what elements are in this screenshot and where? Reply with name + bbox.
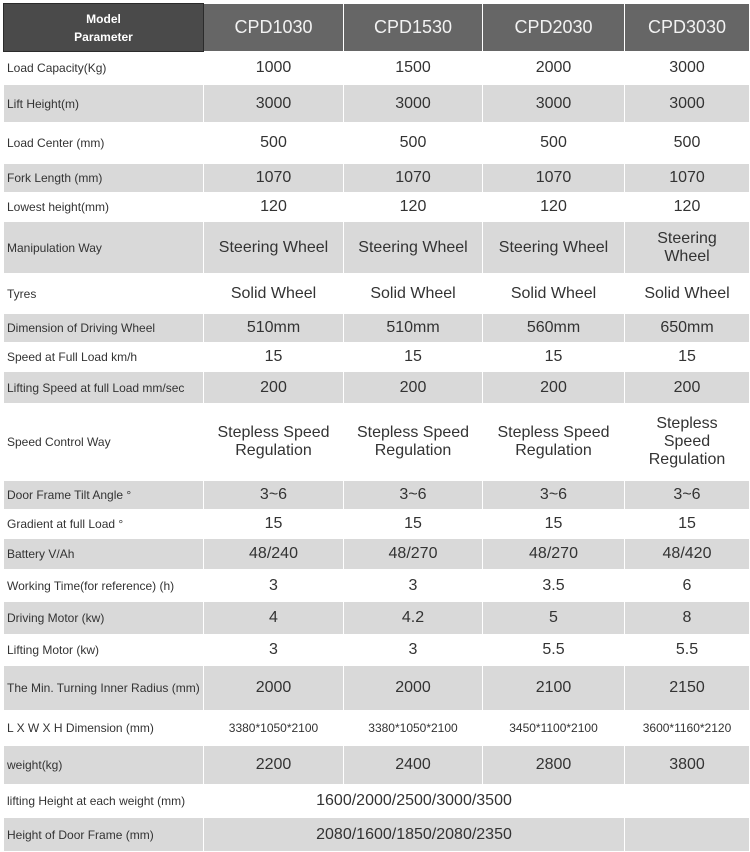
table-row xyxy=(4,510,750,539)
table-cell: 15 xyxy=(483,343,625,372)
table-cell: 200 xyxy=(204,372,344,404)
table-cell: 200 xyxy=(483,372,625,404)
table-cell: 48/270 xyxy=(483,539,625,570)
table-cell: 3380*1050*2100 xyxy=(344,711,483,746)
table-cell: 3800 xyxy=(625,746,750,785)
row-label: The Min. Turning Inner Radius (mm) xyxy=(4,666,204,711)
table-cell: 15 xyxy=(625,510,750,539)
table-cell: 3380*1050*2100 xyxy=(204,711,344,746)
table-cell: Stepless Speed Regulation xyxy=(204,404,344,481)
table-row xyxy=(4,539,750,570)
table-cell: Steering Wheel xyxy=(204,222,344,274)
table-cell: 5.5 xyxy=(625,635,750,666)
table-cell: 200 xyxy=(344,372,483,404)
table-cell: 15 xyxy=(344,343,483,372)
table-cell: 120 xyxy=(344,193,483,222)
header-parameter-label: Parameter xyxy=(74,29,133,44)
header-corner xyxy=(4,4,204,52)
table-cell: 3000 xyxy=(344,85,483,123)
table-cell: 1070 xyxy=(483,164,625,193)
table-cell: 2800 xyxy=(483,746,625,785)
table-row xyxy=(4,481,750,510)
table-cell: 15 xyxy=(204,510,344,539)
table-cell: 2400 xyxy=(344,746,483,785)
table-cell: 5.5 xyxy=(483,635,625,666)
table-cell: 3000 xyxy=(204,85,344,123)
row-label: Speed Control Way xyxy=(4,404,204,481)
table-cell: 3 xyxy=(344,635,483,666)
table-cell: 120 xyxy=(483,193,625,222)
row-label: Load Capacity(Kg) xyxy=(4,52,204,85)
table-cell: 3~6 xyxy=(204,481,344,510)
table-row xyxy=(4,343,750,372)
table-cell: 3~6 xyxy=(344,481,483,510)
table-row xyxy=(4,85,750,123)
table-cell: 3450*1100*2100 xyxy=(483,711,625,746)
row-label: Gradient at full Load ° xyxy=(4,510,204,539)
table-cell: 510mm xyxy=(344,314,483,343)
row-label: L X W X H Dimension (mm) xyxy=(4,711,204,746)
header-model-label: Model xyxy=(86,11,121,26)
table-cell: 8 xyxy=(625,602,750,635)
model-header-cpd3030: CPD3030 xyxy=(625,4,750,52)
row-label: Working Time(for reference) (h) xyxy=(4,570,204,602)
row-label: Lifting Motor (kw) xyxy=(4,635,204,666)
table-cell: Stepless Speed Regulation xyxy=(625,404,750,481)
table-row xyxy=(4,602,750,635)
table-cell: 2000 xyxy=(204,666,344,711)
table-row xyxy=(4,193,750,222)
spec-table xyxy=(3,3,750,852)
row-label: Speed at Full Load km/h xyxy=(4,343,204,372)
row-label: Lift Height(m) xyxy=(4,85,204,123)
table-cell: Steering Wheel xyxy=(625,222,750,274)
table-cell: 3.5 xyxy=(483,570,625,602)
table-row xyxy=(4,711,750,746)
table-cell: 120 xyxy=(204,193,344,222)
row-label: Driving Motor (kw) xyxy=(4,602,204,635)
table-cell: 500 xyxy=(483,123,625,164)
table-row xyxy=(4,314,750,343)
row-label: lifting Height at each weight (mm) xyxy=(4,785,204,818)
table-cell: 5 xyxy=(483,602,625,635)
row-label: Lowest height(mm) xyxy=(4,193,204,222)
table-cell: 4 xyxy=(204,602,344,635)
table-cell: 3000 xyxy=(625,52,750,85)
table-cell: 15 xyxy=(204,343,344,372)
table-cell: 15 xyxy=(625,343,750,372)
row-label: weight(kg) xyxy=(4,746,204,785)
merged-cell: 1600/2000/2500/3000/3500 xyxy=(204,785,625,818)
table-cell: 560mm xyxy=(483,314,625,343)
table-cell: 3~6 xyxy=(483,481,625,510)
table-cell: 1500 xyxy=(344,52,483,85)
table-row xyxy=(4,164,750,193)
row-label: Fork Length (mm) xyxy=(4,164,204,193)
table-cell: 15 xyxy=(483,510,625,539)
table-cell: 3000 xyxy=(625,85,750,123)
table-cell: Stepless Speed Regulation xyxy=(483,404,625,481)
table-cell: 48/270 xyxy=(344,539,483,570)
row-label: Door Frame Tilt Angle ° xyxy=(4,481,204,510)
table-cell: 1070 xyxy=(625,164,750,193)
row-label: Battery V/Ah xyxy=(4,539,204,570)
table-cell: 2000 xyxy=(344,666,483,711)
row-label: Height of Door Frame (mm) xyxy=(4,818,204,852)
row-label: Manipulation Way xyxy=(4,222,204,274)
model-header-cpd1030: CPD1030 xyxy=(204,4,344,52)
table-cell: 48/420 xyxy=(625,539,750,570)
empty-cell xyxy=(625,785,750,818)
table-row xyxy=(4,635,750,666)
table-cell: 6 xyxy=(625,570,750,602)
table-cell: 500 xyxy=(625,123,750,164)
table-row xyxy=(4,404,750,481)
row-label: Load Center (mm) xyxy=(4,123,204,164)
table-cell: 3600*1160*2120 xyxy=(625,711,750,746)
table-cell: Solid Wheel xyxy=(344,274,483,314)
table-cell: 3~6 xyxy=(625,481,750,510)
table-cell: Solid Wheel xyxy=(625,274,750,314)
model-header-cpd1530: CPD1530 xyxy=(344,4,483,52)
table-row xyxy=(4,52,750,85)
table-row xyxy=(4,785,750,818)
table-cell: 48/240 xyxy=(204,539,344,570)
table-cell: 510mm xyxy=(204,314,344,343)
table-cell: 15 xyxy=(344,510,483,539)
table-row xyxy=(4,274,750,314)
table-cell: 3 xyxy=(204,635,344,666)
table-row xyxy=(4,123,750,164)
table-cell: 3 xyxy=(204,570,344,602)
table-cell: 120 xyxy=(625,193,750,222)
table-row xyxy=(4,372,750,404)
table-row xyxy=(4,818,750,852)
table-cell: 1000 xyxy=(204,52,344,85)
table-cell: 650mm xyxy=(625,314,750,343)
table-cell: Steering Wheel xyxy=(344,222,483,274)
row-label: Lifting Speed at full Load mm/sec xyxy=(4,372,204,404)
row-label: Dimension of Driving Wheel xyxy=(4,314,204,343)
row-label: Tyres xyxy=(4,274,204,314)
table-cell: 3000 xyxy=(483,85,625,123)
table-cell: 3 xyxy=(344,570,483,602)
table-cell: 4.2 xyxy=(344,602,483,635)
table-cell: 1070 xyxy=(204,164,344,193)
table-cell: 2100 xyxy=(483,666,625,711)
table-cell: 2200 xyxy=(204,746,344,785)
table-row xyxy=(4,666,750,711)
table-cell: 2000 xyxy=(483,52,625,85)
table-cell: Stepless Speed Regulation xyxy=(344,404,483,481)
table-row xyxy=(4,570,750,602)
table-cell: Solid Wheel xyxy=(204,274,344,314)
table-cell: 500 xyxy=(344,123,483,164)
table-cell: 2150 xyxy=(625,666,750,711)
model-header-cpd2030: CPD2030 xyxy=(483,4,625,52)
table-row xyxy=(4,222,750,274)
table-cell: 500 xyxy=(204,123,344,164)
merged-cell: 2080/1600/1850/2080/2350 xyxy=(204,818,625,852)
table-cell: 1070 xyxy=(344,164,483,193)
table-cell: Solid Wheel xyxy=(483,274,625,314)
empty-cell xyxy=(625,818,750,852)
table-cell: Steering Wheel xyxy=(483,222,625,274)
table-cell: 200 xyxy=(625,372,750,404)
table-row xyxy=(4,746,750,785)
